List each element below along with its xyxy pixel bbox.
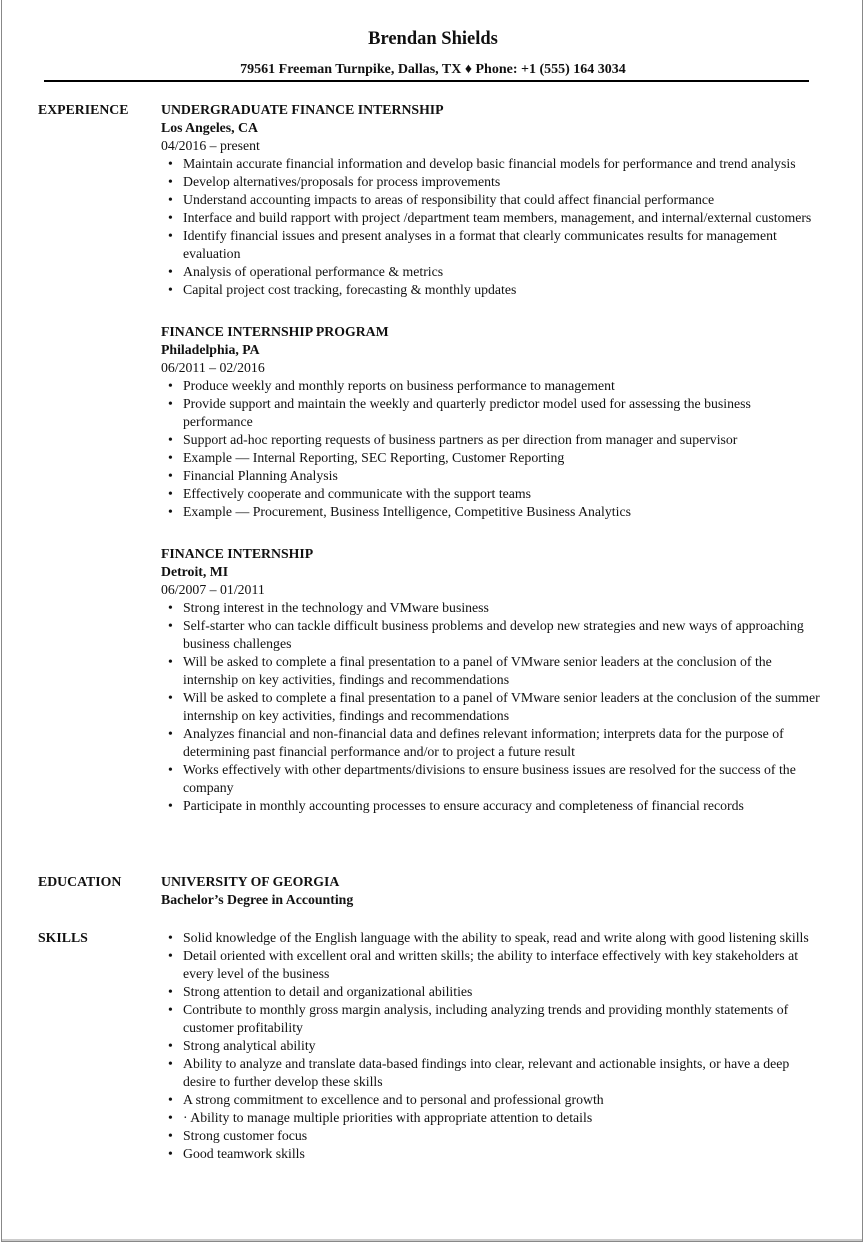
bullet-item: • Develop alternatives/proposals for process improvements	[161, 173, 821, 191]
header-divider	[44, 80, 809, 82]
skill-item: • A strong commitment to excellence and to personal and professional growth	[161, 1091, 821, 1109]
bullet-item: • Identify financial issues and present analyses in a format that clearly communicates results for management evaluation	[161, 227, 821, 263]
bullet-item: • Strong interest in the technology and VMware business	[161, 599, 821, 617]
skill-item: • Detail oriented with excellent oral and written skills; the ability to interface effectively with key stakeholders at every level of the business	[161, 947, 821, 983]
bullet-item: • Financial Planning Analysis	[161, 467, 821, 485]
bullet-item: • Understand accounting impacts to areas of responsibility that could affect financial performance	[161, 191, 821, 209]
bullet-item: • Analyzes financial and non-financial data and defines relevant information; interprets data for the purpose of determining past financial performance and/or to project a future result	[161, 725, 821, 761]
section-label: EDUCATION	[38, 874, 122, 889]
bullet-item: • Maintain accurate financial information and develop basic financial models for performance and trend analysis	[161, 155, 821, 173]
skill-item: • Solid knowledge of the English language with the ability to speak, read and write along with good listening skills	[161, 929, 821, 947]
school-name: UNIVERSITY OF GEORGIA	[161, 874, 340, 889]
section-label: EXPERIENCE	[38, 102, 129, 117]
experience-list	[161, 101, 821, 839]
skills-list	[161, 929, 821, 1163]
skill-item: • Contribute to monthly gross margin analysis, including analyzing trends and providing monthly statements of customer profitability	[161, 1001, 821, 1037]
contact-line: 79561 Freeman Turnpike, Dallas, TX ♦ Phone: +1 (555) 164 3034	[240, 62, 626, 77]
bullet-item: • Will be asked to complete a final presentation to a panel of VMware senior leaders at the conclusion of the internship on key activities, findings and recommendations	[161, 653, 821, 689]
degree: Bachelor’s Degree in Accounting	[161, 892, 354, 907]
bullet-item: • Support ad-hoc reporting requests of business partners as per direction from manager and supervisor	[161, 431, 821, 449]
job-entry	[161, 101, 821, 299]
job-bullets	[161, 599, 821, 815]
job-dates: 06/2007 – 01/2011	[161, 582, 265, 597]
bullet-item: • Participate in monthly accounting processes to ensure accuracy and completeness of financial records	[161, 797, 821, 815]
job-title: UNDERGRADUATE FINANCE INTERNSHIP	[161, 102, 444, 117]
job-dates: 06/2011 – 02/2016	[161, 360, 265, 375]
skill-item: • · Ability to manage multiple priorities with appropriate attention to details	[161, 1109, 821, 1127]
bullet-item: • Example — Procurement, Business Intelligence, Competitive Business Analytics	[161, 503, 821, 521]
section-label: SKILLS	[38, 930, 88, 945]
skill-item: • Strong customer focus	[161, 1127, 821, 1145]
job-entry	[161, 323, 821, 521]
job-location: Detroit, MI	[161, 564, 229, 579]
skill-item: • Ability to analyze and translate data-based findings into clear, relevant and actionable insights, or have a deep desire to further develop these skills	[161, 1055, 821, 1091]
skill-item: • Strong attention to detail and organizational abilities	[161, 983, 821, 1001]
job-bullets	[161, 377, 821, 521]
bullet-item: • Analysis of operational performance & metrics	[161, 263, 821, 281]
job-bullets	[161, 155, 821, 299]
bullet-item: • Works effectively with other departments/divisions to ensure business issues are resolved for the success of the company	[161, 761, 821, 797]
skill-item: • Good teamwork skills	[161, 1145, 821, 1163]
job-title: FINANCE INTERNSHIP	[161, 546, 314, 561]
candidate-name: Brendan Shields	[368, 29, 498, 49]
job-dates: 04/2016 – present	[161, 138, 260, 153]
job-entry	[161, 545, 821, 815]
bullet-item: • Provide support and maintain the weekly and quarterly predictor model used for assessing the business performance	[161, 395, 821, 431]
bullet-item: • Capital project cost tracking, forecasting & monthly updates	[161, 281, 821, 299]
bullet-item: • Example — Internal Reporting, SEC Reporting, Customer Reporting	[161, 449, 821, 467]
bullet-item: • Will be asked to complete a final presentation to a panel of VMware senior leaders at the conclusion of the summer internship on key activities, findings and recommendations	[161, 689, 821, 725]
skill-item: • Strong analytical ability	[161, 1037, 821, 1055]
job-location: Philadelphia, PA	[161, 342, 260, 357]
bullet-item: • Interface and build rapport with project /department team members, management, and internal/external customers	[161, 209, 821, 227]
bullet-item: • Produce weekly and monthly reports on business performance to management	[161, 377, 821, 395]
job-location: Los Angeles, CA	[161, 120, 258, 135]
bullet-item: • Effectively cooperate and communicate with the support teams	[161, 485, 821, 503]
bullet-item: • Self-starter who can tackle difficult business problems and develop new strategies and new ways of approaching business challenges	[161, 617, 821, 653]
job-title: FINANCE INTERNSHIP PROGRAM	[161, 324, 389, 339]
